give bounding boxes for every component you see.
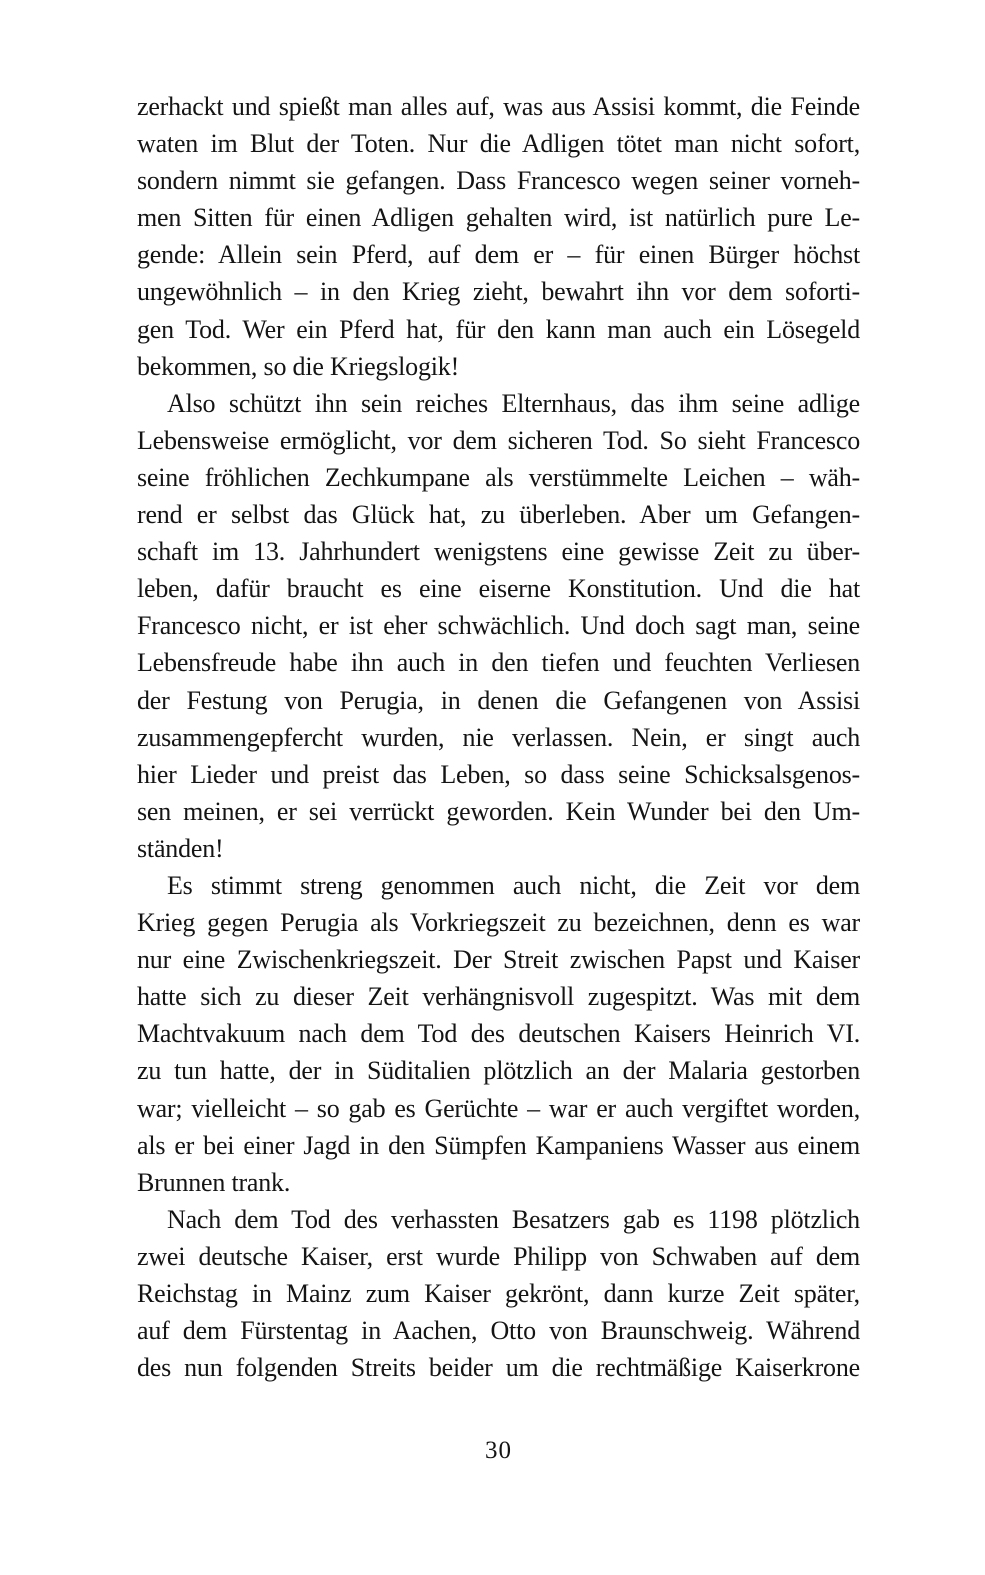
text-line: Krieg gegen Perugia als Vorkriegszeit zu bezeichnen, denn es war [137,908,860,938]
text-line: seine fröhlichen Zechkumpane als verstümmelte Leichen – wäh- [137,462,860,492]
text-line: rend er selbst das Glück hat, zu überleben. Aber um Gefangen- [137,500,860,530]
text-line: sondern nimmt sie gefangen. Dass Francesco wegen seiner vorneh- [137,166,860,196]
text-line: Lebensfreude habe ihn auch in den tiefen und feuchten Verliesen [137,648,860,678]
text-line: zusammengepfercht wurden, nie verlassen. Nein, er singt auch [137,722,860,752]
text-line: sen meinen, er sei verrückt geworden. Kein Wunder bei den Um- [137,796,860,826]
text-line: schaft im 13. Jahrhundert wenigstens eine gewisse Zeit zu über- [137,537,860,567]
text-line: gende: Allein sein Pferd, auf dem er – für einen Bürger höchst [137,240,860,270]
page-number: 30 [485,1437,512,1464]
text-line: des nun folgenden Streits beider um die rechtmäßige Kaiserkrone [137,1353,860,1383]
text-line-paragraph-end: bekommen, so die Kriegslogik! [137,351,460,381]
text-line-paragraph-start: Also schützt ihn sein reiches Elternhaus, das ihm seine adlige [167,388,860,418]
text-line: hier Lieder und preist das Leben, so dass seine Schicksalsgenos- [137,759,860,789]
text-line: hatte sich zu dieser Zeit verhängnisvoll zugespitzt. Was mit dem [137,982,860,1012]
text-line-paragraph-end: ständen! [137,833,224,863]
text-line: der Festung von Perugia, in denen die Gefangenen von Assisi [137,685,860,715]
page-text-block [137,88,860,1386]
text-line: zwei deutsche Kaiser, erst wurde Philipp von Schwaben auf dem [137,1241,860,1271]
text-line: Francesco nicht, er ist eher schwächlich. Und doch sagt man, seine [137,611,860,641]
text-line: leben, dafür braucht es eine eiserne Konstitution. Und die hat [137,574,860,604]
text-line-paragraph-start: Es stimmt streng genommen auch nicht, die Zeit vor dem [167,870,860,900]
text-line: men Sitten für einen Adligen gehalten wird, ist natürlich pure Le- [137,203,860,233]
text-line: Machtvakuum nach dem Tod des deutschen Kaisers Heinrich VI. [137,1019,860,1049]
text-line: Lebensweise ermöglicht, vor dem sicheren Tod. So sieht Francesco [137,425,860,455]
text-line: ungewöhnlich – in den Krieg zieht, bewahrt ihn vor dem soforti- [137,277,860,307]
text-line-paragraph-start: Nach dem Tod des verhassten Besatzers gab es 1198 plötzlich [167,1204,860,1234]
text-line: Reichstag in Mainz zum Kaiser gekrönt, dann kurze Zeit später, [137,1279,860,1308]
text-line: gen Tod. Wer ein Pferd hat, für den kann man auch ein Lösegeld [137,314,860,344]
text-line: waten im Blut der Toten. Nur die Adligen tötet man nicht sofort, [137,129,860,159]
text-line: war; vielleicht – so gab es Gerüchte – war er auch vergiftet worden, [137,1093,860,1123]
text-line-paragraph-end: Brunnen trank. [137,1167,291,1197]
text-line: zu tun hatte, der in Süditalien plötzlich an der Malaria gestorben [137,1056,860,1086]
text-line: als er bei einer Jagd in den Sümpfen Kampaniens Wasser aus einem [137,1130,860,1160]
text-line: zerhackt und spießt man alles auf, was aus Assisi kommt, die Feinde [137,92,860,121]
text-line: auf dem Fürstentag in Aachen, Otto von Braunschweig. Während [137,1316,860,1346]
text-line: nur eine Zwischenkriegszeit. Der Streit zwischen Papst und Kaiser [137,945,860,975]
